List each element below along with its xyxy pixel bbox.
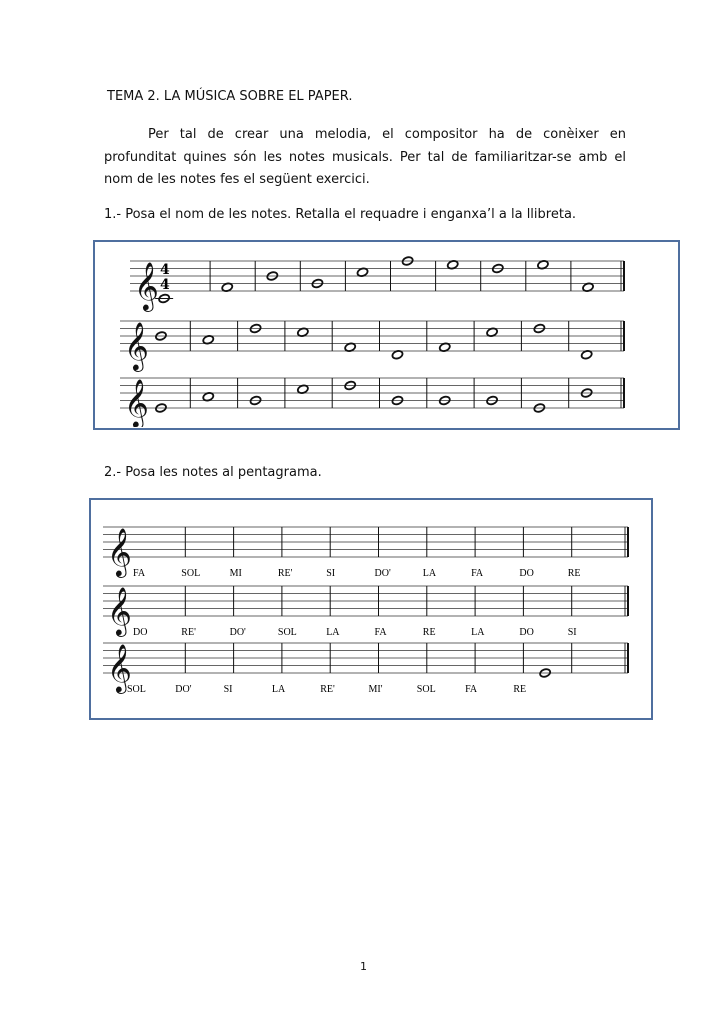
treble-clef-icon: 𝄞	[124, 378, 149, 427]
note-name-label: DO	[519, 627, 534, 638]
note-name-label: RE'	[320, 684, 335, 695]
note-name-label: DO	[133, 627, 148, 638]
note-name-label: SOL	[277, 627, 297, 638]
note-name-label: RE'	[181, 627, 196, 638]
note-name-label: SOL	[127, 684, 146, 695]
note-name-label: FA	[465, 684, 478, 695]
note-name-label: DO'	[374, 568, 391, 579]
note-name-label: RE	[567, 568, 581, 579]
treble-clef-icon: 𝄞	[107, 643, 132, 692]
note-name-label: LA	[422, 568, 437, 579]
exercise-2-score	[91, 500, 650, 717]
intro-text: Per tal de crear una melodia, el compositor ha de conèixer en profunditat quines són les notes musicals. Per tal de familiaritzar-se amb el nom de les notes fes el següent exercici.	[104, 127, 626, 187]
note-name-label: LA	[471, 627, 485, 638]
treble-clef-icon: 𝄞	[107, 586, 132, 635]
intro-paragraph	[104, 124, 626, 192]
note-name-label: MI'	[368, 684, 383, 695]
note-name-label: FA	[374, 627, 387, 638]
exercise-1-staff	[120, 378, 624, 427]
note-name-label: FA	[471, 568, 484, 579]
note-name-label: LA	[326, 627, 340, 638]
note-name-label: RE	[513, 684, 527, 695]
note-name-label: SI	[567, 627, 577, 638]
time-signature-top: 4	[160, 262, 170, 278]
note-name-label: DO'	[229, 627, 246, 638]
treble-clef-icon: 𝄞	[107, 527, 132, 576]
exercise-1-score	[95, 242, 677, 427]
note-name-label: SOL	[416, 684, 436, 695]
exercise-1-instruction: 1.- Posa el nom de les notes. Retalla el requadre i enganxa’l a la llibreta.	[104, 207, 577, 222]
note-name-label: DO'	[175, 684, 192, 695]
exercise-2-instruction: 2.- Posa les notes al pentagrama.	[104, 465, 322, 480]
note-name-label: SOL	[181, 568, 201, 579]
page-number: 1	[360, 960, 367, 973]
exercise-2-staff	[103, 643, 628, 695]
page-title: TEMA 2. LA MÚSICA SOBRE EL PAPER.	[107, 89, 353, 104]
exercise-2-staff	[103, 527, 628, 579]
exercise-2-staff	[103, 586, 628, 638]
note-name-label: LA	[271, 684, 286, 695]
note-name-label: SI	[326, 568, 336, 579]
note-name-label: SI	[223, 684, 233, 695]
note-name-label: RE'	[277, 568, 293, 579]
treble-clef-icon: 𝄞	[124, 321, 149, 370]
exercise-1-box	[93, 240, 680, 430]
note-name-label: RE	[422, 627, 436, 638]
exercise-1-staff	[120, 321, 624, 372]
time-signature-bottom: 4	[160, 277, 170, 293]
exercise-1-staff	[130, 256, 624, 312]
treble-clef-icon: 𝄞	[134, 261, 159, 310]
note-name-label: MI	[229, 568, 242, 579]
note-name-label: DO	[519, 568, 534, 579]
note-name-label: FA	[133, 568, 146, 579]
exercise-2-box	[89, 498, 653, 720]
